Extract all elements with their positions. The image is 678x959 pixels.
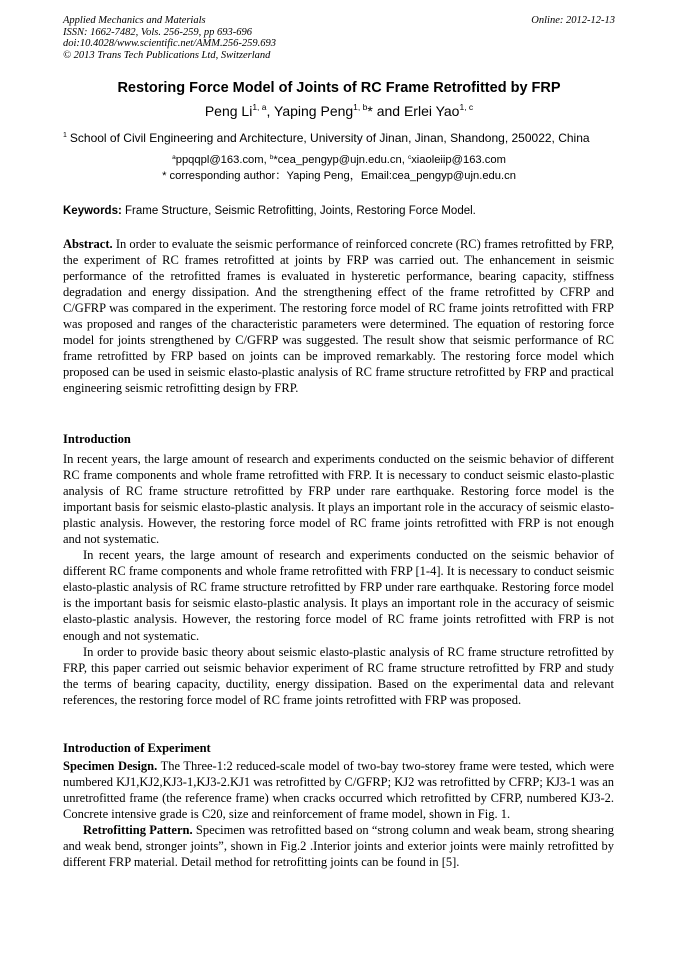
keywords <box>63 205 623 217</box>
keywords-text: Frame Structure, Seismic Retrofitting, Joints, Restoring Force Model. <box>121 205 476 217</box>
email-address: *cea_pengyp@ujn.edu.cn, <box>273 154 408 166</box>
abstract-text: In order to evaluate the seismic performance of reinforced concrete (RC) frames retrofitted by FRP, the experiment of RC frames retrofitted at joints by FRP was carried out. The enhancement in seismic performance of the retrofitted frames is evaluated in hysteretic performance, bearing capacity, stiffness degradation and energy dissipation. And the strengthening effect of the frame retrofitted by CFRP and C/GFRP was compared in the experiment. The restoring force model of RC frame joints retrofitted with FRP was proposed and ranges of the characteristic parameters were determined. The equation of restoring force model for joints strengthened by C/GFRP was suggested. The result show that seismic performance of RC frame retrofitted by FRP based on joints can be improved remarkably. The restoring force model which proposed can be used in seismic elasto-plastic analysis of RC frame structure retrofitted by FRP and practical engineering seismic retrofitting design by FRP. <box>63 237 614 396</box>
paragraph: In recent years, the large amount of research and experiments conducted on the seismic behavior of different RC frame components and whole frame retrofitted with FRP [1-4]. It is necessary to conduct seismic elasto-plastic analysis of RC frame structure retrofitted by FRP under rare earthquake. Restoring force model is the important basis for seismic elasto-plastic analysis. It plays an important role in the accuracy of seismic elasto-plastic analysis. However, the restoring force model of RC frame joints retrofitted with FRP is not enough and not systematic. <box>63 548 614 643</box>
affiliation-superscript: 1 <box>63 132 67 139</box>
email-superscript: a <box>172 154 176 161</box>
paper-title: Restoring Force Model of Joints of RC Frame Retrofitted by FRP <box>117 80 561 96</box>
affiliation-text: School of Civil Engineering and Architecture, University of Jinan, Jinan, Shandong, 250022, China <box>69 131 590 145</box>
keywords-label: Keywords: <box>63 205 122 217</box>
specimen-label: Specimen Design. <box>63 759 158 773</box>
introduction-body <box>63 451 614 708</box>
email-address: xiaoleiip@163.com <box>411 154 506 166</box>
abstract-label: Abstract. <box>63 237 113 251</box>
email-superscript: c <box>407 154 412 161</box>
author-superscript: 1, c <box>459 102 474 112</box>
affiliation <box>63 131 623 145</box>
author-name: Erlei Yao <box>403 103 460 119</box>
issn-line: ISSN: 1662-7482, Vols. 256-259, pp 693-696 <box>63 26 252 38</box>
paragraph: In recent years, the large amount of research and experiments conducted on the seismic behavior of different RC frame components and whole frame retrofitted with FRP. It is necessary to conduct seismic elasto-plastic analysis of RC frame structure retrofitted by FRP under rare earthquake. Restoring force model is the important basis for seismic elasto-plastic analysis. It plays an important role in the accuracy of seismic elasto-plastic analysis. However, the restoring force model of RC frame joints retrofitted with FRP is not enough and not systematic. <box>63 452 614 547</box>
author-name: Peng Li <box>204 103 253 119</box>
author-superscript: 1, a <box>252 102 267 112</box>
journal-name: Applied Mechanics and Materials <box>63 15 206 26</box>
author-name: Yaping Peng <box>274 103 354 119</box>
paragraph <box>63 822 614 870</box>
section-heading-introduction: Introduction <box>63 432 131 446</box>
paragraph: In order to provide basic theory about seismic elasto-plastic analysis of RC frame structure retrofitted by FRP, this paper carried out seismic behavior experiment of RC frame structure retrofitted by FRP and study the terms of bearing capacity, ductility, energy dissipation. Based on the experimental data and relevant references, the restoring force model of RC frame joints retrofitted with FRP was proposed. <box>63 644 614 707</box>
online-date: Online: 2012-12-13 <box>531 15 615 26</box>
corresponding-author: * corresponding author：Yaping Peng，Email:cea_pengyp@ujn.edu.cn <box>162 170 516 182</box>
email-address: ppqqpl@163.com, <box>175 154 270 166</box>
retrofit-label: Retrofitting Pattern. <box>83 823 193 838</box>
author-separator: * and <box>367 103 404 119</box>
author-line <box>0 103 678 119</box>
author-superscript: 1, b <box>353 102 368 112</box>
copyright-line: © 2013 Trans Tech Publications Ltd, Switzerland <box>63 49 271 61</box>
journal-header <box>63 15 615 61</box>
email-block <box>0 152 678 184</box>
email-superscript: b <box>269 154 274 161</box>
abstract <box>63 236 614 396</box>
author-separator: , <box>266 103 275 119</box>
paragraph <box>63 758 614 822</box>
doi-line: doi:10.4028/www.scientific.net/AMM.256-259.693 <box>63 38 276 49</box>
section-heading-experiment: Introduction of Experiment <box>63 741 211 755</box>
retrofit-text: Specimen was retrofitted based on “strong column and weak beam, strong shearing and weak bend, stronger joints”, shown in Fig.2 .Interior joints and exterior joints were mainly retrofitted by different FRP material. Detail method for retrofitting joints can be found in [5]. <box>63 823 614 870</box>
specimen-text: The Three-1:2 reduced-scale model of two-bay two-storey frame were tested, which were numbered KJ1,KJ2,KJ3-1,KJ3-2.KJ1 was retrofitted by C/GFRP; KJ2 was retrofitted by CFRP; KJ3-1 was an unretrofitted frame (the reference frame) when cracks occurred which retrofitted by CFRP, numbered KJ3-2. Concrete intensive grade is C20, size and reinforcement of frame model, shown in Fig. 1. <box>63 759 615 822</box>
experiment-body <box>63 758 614 870</box>
email-line <box>0 152 678 168</box>
